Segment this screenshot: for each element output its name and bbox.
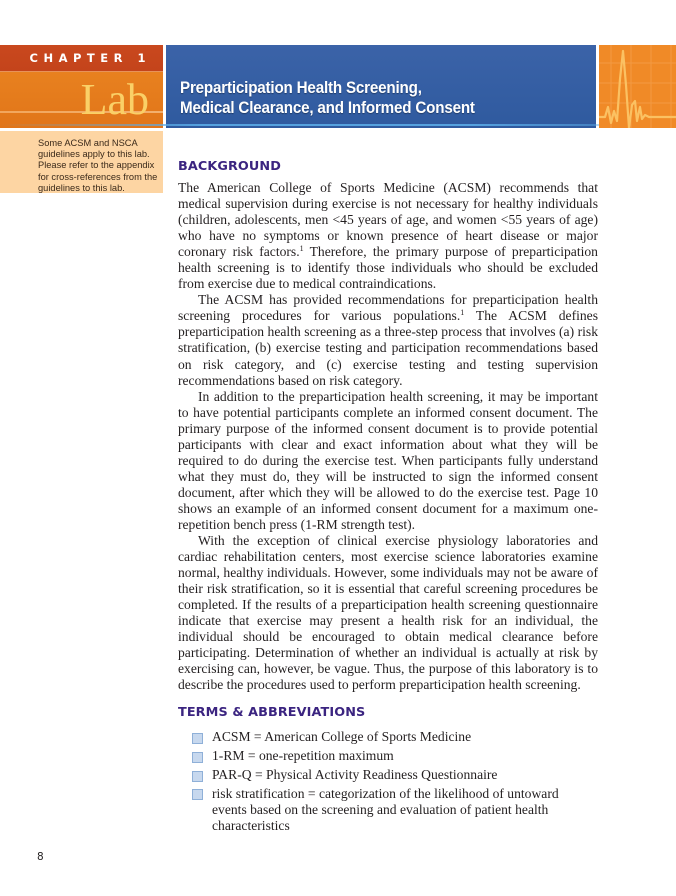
terms-heading: TERMS & ABBREVIATIONS (178, 705, 366, 720)
background-heading: BACKGROUND (178, 159, 281, 174)
square-bullet-icon (192, 733, 203, 744)
square-bullet-icon (192, 771, 203, 782)
page-title-line-2: Medical Clearance, and Informed Consent (180, 99, 475, 117)
ecg-graphic-box (599, 45, 676, 128)
background-paragraph: In addition to the preparticipation health screening, it may be important to have potential participants complete an informed consent document. The primary purpose of the informed consent document is to provide potential participants with clear and exact information about what they will be required to do during the exercise test. When participants fully understand what they must do, they will be instructed to sign the informed consent document, after which they will be allowed to do the exercise test. Page 10 shows an example of an informed consent document for a maximum one-repetition bench press (1-RM strength test). (178, 388, 598, 532)
square-bullet-icon (192, 789, 203, 800)
paragraph-text: The American College of Sports Medicine (ACSM) recommends that medical supervision during exercise is not necessary for healthy individuals (children, adolescents, men <45 years of age, and women <55 years of age) who have no symptoms or known presence of heart disease or major coronary risk factors. (178, 180, 598, 260)
list-item (192, 766, 592, 785)
terms-list (192, 728, 592, 835)
paragraph-text: The ACSM has provided recommendations for preparticipation health screening procedures for various populations. (178, 292, 598, 324)
term-text: ACSM = American College of Sports Medicine (212, 729, 472, 745)
citation-superscript: 1 (299, 244, 304, 254)
page-number: 8 (37, 851, 44, 863)
list-item (192, 784, 592, 835)
background-paragraph (178, 180, 598, 292)
list-item (192, 747, 592, 766)
paragraph-text: The ACSM defines preparticipation health screening as a three-step process that involves (a) risk stratification, (b) exercise testing and participation recommendations based on risk category, and (c) exercise testing and testing supervision recommendations based on risk category. (178, 308, 598, 388)
term-text: PAR-Q = Physical Activity Readiness Questionnaire (212, 766, 498, 782)
title-banner (166, 45, 596, 128)
background-paragraph (178, 292, 598, 388)
citation-superscript: 1 (460, 308, 465, 318)
page-title-line-1: Preparticipation Health Screening, (180, 79, 422, 97)
guidelines-note-box (0, 131, 163, 193)
paragraph-text: Therefore, the primary purpose of preparticipation health screening is to identify those individuals who should be excluded from exercise due to medical contraindications. (178, 244, 598, 292)
background-body (178, 180, 598, 694)
page-title (180, 78, 475, 118)
lab-label-band (0, 72, 163, 128)
lab-label: Lab (80, 75, 149, 124)
chapter-label-bar (0, 45, 163, 72)
square-bullet-icon (192, 752, 203, 763)
guidelines-note-text: Some ACSM and NSCA guidelines apply to this lab. Please refer to the appendix for cross-references from the guidelines to this lab. (38, 138, 158, 193)
background-paragraph: With the exception of clinical exercise physiology laboratories and cardiac rehabilitation centers, most exercise science laboratories examine normal, healthy individuals. However, some individuals may not be aware of their risk stratification, so it is essential that careful screening procedures be completed. If the results of a preparticipation health screening questionnaire indicate that exercise may present a health risk for an individual, the individual should be encouraged to obtain medical clearance before participating. Determination of whether an individual is actually at risk by exercising can, however, be vague. Thus, the purpose of this laboratory is to describe the procedures used to perform preparticipation health screening. (178, 533, 598, 693)
term-text: risk stratification = categorization of the likelihood of untoward events based on the screening and evaluation of patient health characteristics (212, 785, 559, 833)
list-item (192, 728, 592, 747)
heartbeat-ecg-icon (599, 45, 676, 128)
chapter-label: CHAPTER 1 (29, 51, 151, 65)
decorative-streak (0, 124, 676, 126)
term-text: 1-RM = one-repetition maximum (212, 748, 394, 764)
